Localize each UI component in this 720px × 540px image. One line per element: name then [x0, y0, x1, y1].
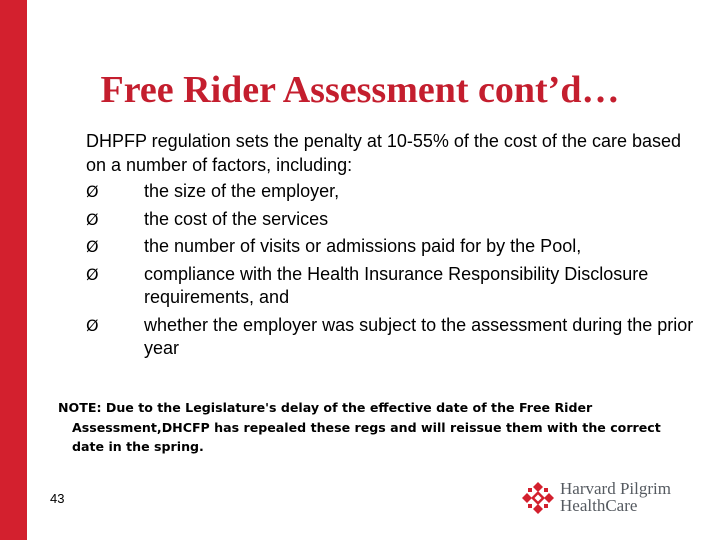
harvard-pilgrim-logo — [520, 478, 700, 518]
list-item-text: whether the employer was subject to the assessment during the prior year — [144, 314, 694, 358]
harvard-pilgrim-cross-icon — [520, 480, 556, 516]
arrow-bullet-icon: Ø — [86, 237, 99, 256]
list-item — [86, 235, 706, 259]
arrow-bullet-icon: Ø — [86, 315, 99, 335]
arrow-bullet-icon: Ø — [86, 264, 99, 284]
logo-wordmark — [560, 480, 671, 514]
arrow-bullet-icon: Ø — [86, 209, 99, 229]
arrow-bullet-icon: Ø — [86, 182, 99, 201]
list-item-text: the size of the employer, — [144, 181, 340, 201]
factor-list — [86, 180, 706, 361]
logo-line-1: Harvard Pilgrim — [560, 479, 671, 498]
note-text: NOTE: Due to the Legislature's delay of the effective date of the Free Rider Assessment,DHCFP has repealed these regs and will reissue them with the correct date in the spring. — [58, 400, 661, 454]
intro-paragraph: DHPFP regulation sets the penalty at 10-55% of the cost of the care based on a number of factors, including: — [86, 131, 682, 175]
page-number: 43 — [50, 491, 65, 506]
list-item — [86, 314, 706, 361]
logo-line-2: HealthCare — [560, 496, 638, 515]
list-item-text: the cost of the services — [144, 208, 329, 229]
slide-title: Free Rider Assessment cont’d… — [100, 69, 620, 111]
slide-body — [86, 130, 706, 365]
list-item — [86, 208, 706, 232]
list-item-text: compliance with the Health Insurance Responsibility Disclosure requirements, and — [144, 263, 649, 307]
list-item — [86, 180, 706, 204]
list-item — [86, 263, 706, 310]
list-item-text: the number of visits or admissions paid for by the Pool, — [144, 236, 582, 256]
